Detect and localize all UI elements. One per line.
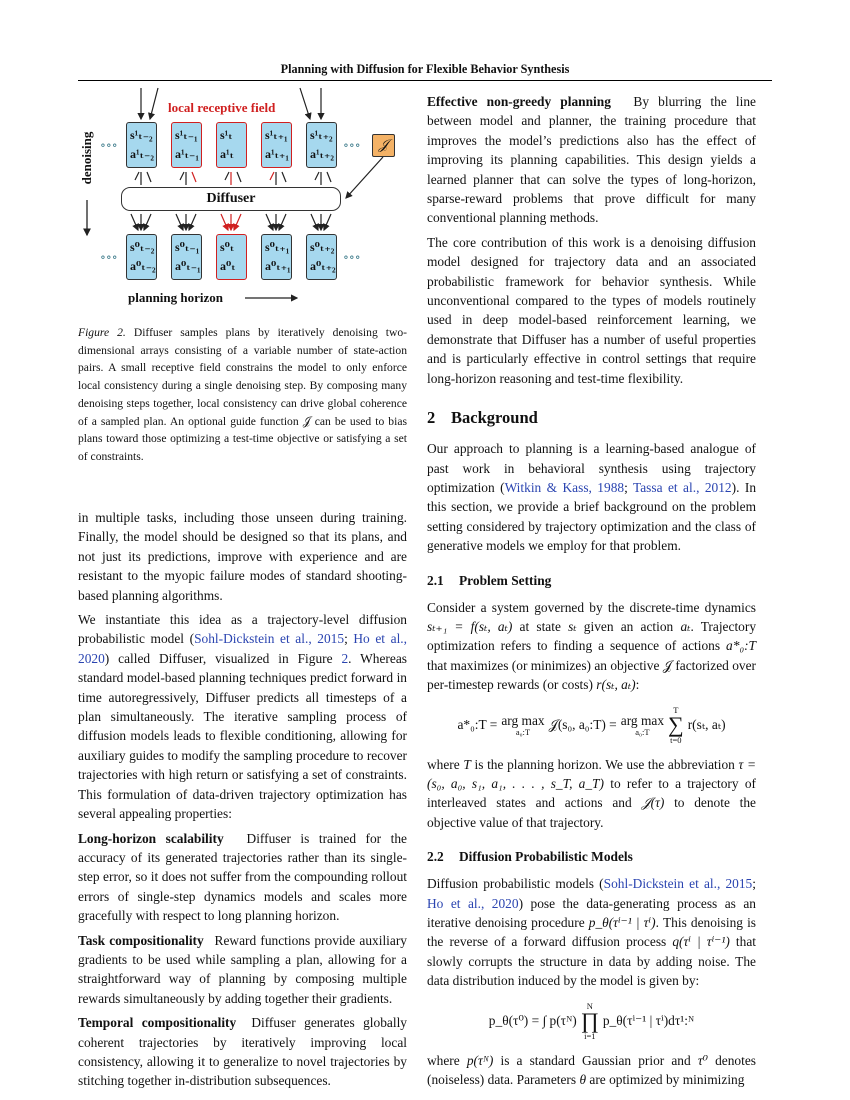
right-intro bbox=[427, 92, 756, 393]
state-label: s¹ₜ bbox=[220, 128, 233, 142]
action-label: a⁰ₜ₋₁ bbox=[175, 259, 201, 273]
dots-icon: ∘∘∘ bbox=[100, 138, 118, 152]
paragraph-text: We instantiate this idea as a trajectory-level diffusion probabilistic model ( bbox=[78, 612, 407, 647]
state-action-cell bbox=[171, 234, 202, 280]
paragraph-text: Reward functions provide auxiliary gradients to be used while sampling a plan, allowing for a straightforward way of planning by composing multiple rewards simultaneously by adding together their gradients. bbox=[78, 932, 408, 1006]
paragraph-text: ; bbox=[344, 631, 354, 647]
paragraph-text: that maximizes (or minimizes) an objective 𝒥 factorized over per-timestep rewards (or costs) bbox=[427, 657, 756, 693]
citation-link[interactable]: Witkin & Kass, 1988 bbox=[504, 479, 625, 495]
eq-prod-bottom: i=1 bbox=[584, 1031, 596, 1042]
dots-icon: ∘∘∘ bbox=[343, 138, 361, 152]
state-label: s¹ₜ₊₂ bbox=[310, 128, 333, 142]
paragraph-text: at state bbox=[512, 618, 569, 634]
paragraph-text: . Trajectory optimization refers to finding a sequence of actions bbox=[427, 618, 757, 654]
paragraph-text: Our approach to planning is a learning-based analogue of past work in behavioral synthesis using trajectory optimization ( bbox=[427, 441, 756, 495]
action-label: a⁰ₜ bbox=[220, 259, 236, 273]
paragraph bbox=[427, 92, 756, 228]
paragraph-text: : bbox=[635, 677, 640, 693]
section-2-heading bbox=[427, 407, 756, 429]
figure-2-diagram bbox=[0, 0, 420, 310]
state-action-cell bbox=[126, 122, 157, 168]
paragraph bbox=[427, 598, 756, 695]
state-label: s¹ₜ₊₁ bbox=[265, 128, 288, 142]
citation-link[interactable]: Sohl-Dickstein et al., 2015 bbox=[194, 631, 345, 647]
action-label: a¹ₜ bbox=[220, 147, 235, 161]
inline-math: aₜ bbox=[680, 618, 691, 634]
paragraph-text: ; bbox=[624, 479, 633, 495]
local-receptive-field-label: local receptive field bbox=[168, 100, 276, 115]
paragraph-text: is the planning horizon. We use the abbreviation bbox=[470, 756, 739, 772]
section-2-1-heading bbox=[427, 571, 756, 590]
inline-math: sₜ₊₁ = f(sₜ, aₜ) bbox=[427, 618, 513, 634]
state-label: s⁰ₜ bbox=[220, 240, 235, 254]
paragraph-text: in multiple tasks, including those unseen during training. Finally, the model should be designed so that its plans, and not just its predictions, improve with experience and are resistant to the myopic failure modes of standard shooting-based planning algorithms. bbox=[78, 510, 407, 603]
connection-arrow bbox=[131, 214, 138, 230]
planning-horizon-label: planning horizon bbox=[128, 290, 224, 305]
paragraph-lead: Temporal compositionality bbox=[78, 1015, 237, 1031]
state-label: s⁰ₜ₊₂ bbox=[310, 240, 335, 254]
connection-arrow bbox=[144, 214, 151, 230]
paragraph bbox=[78, 508, 407, 605]
paragraph bbox=[427, 755, 756, 833]
dots-icon: ∘∘∘ bbox=[100, 250, 118, 264]
inline-math: r(sₜ, aₜ) bbox=[596, 677, 636, 693]
connection-arrow bbox=[282, 172, 286, 182]
caption-text: Diffuser samples plans by iteratively denoising two-dimensional arrays consisting of a variable number of state-action pairs. A small receptive field constrains the model to only enforce local consistency during a single denoising step. By composing many denoising steps together, local consistency can drive global coherence of a sampled plan. An optional guide function 𝒥 can be used to bias plans toward those optimizing a test-time objective or satisfying a set of constraints. bbox=[78, 326, 408, 463]
citation-link[interactable]: Ho et al., 2020 bbox=[427, 895, 519, 911]
guide-function-box: 𝒥 bbox=[372, 134, 395, 157]
state-label: s¹ₜ₋₂ bbox=[130, 128, 153, 142]
eq-lhs: p_θ(τ⁰) = ∫ p(τᴺ) bbox=[488, 1013, 577, 1029]
eq-sum: ∑ bbox=[668, 712, 684, 738]
eq-lhs: a*₀:T = bbox=[457, 717, 498, 733]
eq-rhs: p_θ(τⁱ⁻¹ | τⁱ)dτ¹:ᴺ bbox=[602, 1013, 695, 1029]
paragraph-text: Diffuser generates globally coherent trajectories by iteratively improving local consistency, allowing it to generalize to novel trajectories by stitching together in-distribution subsequences. bbox=[78, 1015, 407, 1089]
paragraph-text: The core contribution of this work is a denoising diffusion model designed for trajectory data and an associated probabilistic framework for behavior synthesis. While unconventional compared to the types of models routinely used in deep model-based reinforcement learning, we demonstrate that Diffuser has a number of useful properties and is particularly effective in control settings that require long-horizon reasoning and test-time flexibility. bbox=[427, 234, 756, 386]
section-number: 2.2 bbox=[427, 849, 444, 865]
action-label: a⁰ₜ₋₂ bbox=[130, 259, 156, 273]
connection-arrow bbox=[327, 172, 331, 182]
citation-link[interactable]: Tassa et al., 2012 bbox=[633, 479, 732, 495]
connection-arrow bbox=[150, 88, 158, 119]
inline-math: p(τᴺ) bbox=[466, 1052, 494, 1068]
paragraph bbox=[427, 874, 756, 990]
eq-argmax: arg max bbox=[501, 713, 545, 729]
state-label: s⁰ₜ₋₂ bbox=[130, 240, 155, 254]
paragraph bbox=[427, 439, 756, 555]
paragraph-text: . This denoising is the reverse of a forward diffusion process bbox=[427, 915, 756, 950]
paragraph-text: . Whereas standard model-based planning techniques predict forward in time autoregressively, Diffuser predicts all timesteps of a plan simultaneously. The iterative sampling process of diffusion models leads to flexible conditioning, allowing for auxiliary guides to modify the sampling procedure to recover trajectories with high return or satisfying a set of constraints. This formulation of data-driven trajectory optimization has several appealing properties: bbox=[78, 650, 407, 822]
connection-arrow bbox=[192, 172, 196, 182]
paragraph-text: By blurring the line between model and planner, the training procedure that improves the model’s predictions also has the effect of improving its planning capabilities. This design yields a learned planner that can solve the types of long-horizon, sparse-reward problems that prove difficult for many conventional planning methods. bbox=[427, 94, 756, 226]
connection-arrow bbox=[324, 214, 331, 230]
action-label: a¹ₜ₋₁ bbox=[175, 147, 199, 161]
paragraph-text: to refer to a trajectory of interleaved states and actions and bbox=[427, 775, 756, 811]
state-action-cell bbox=[306, 234, 337, 280]
caption-label: Figure 2. bbox=[78, 326, 126, 339]
connection-arrow bbox=[221, 214, 228, 230]
connection-arrow bbox=[176, 214, 183, 230]
inline-math: θ bbox=[579, 1072, 587, 1088]
denoising-label: denoising bbox=[79, 131, 94, 185]
eq-rhs: r(sₜ, aₜ) bbox=[687, 717, 726, 733]
action-label: a¹ₜ₊₁ bbox=[265, 147, 289, 161]
section-2-2-heading bbox=[427, 847, 756, 866]
section-title: Problem Setting bbox=[459, 572, 552, 588]
connection-arrow bbox=[279, 214, 286, 230]
connection-arrow bbox=[180, 172, 184, 180]
connection-arrow bbox=[311, 214, 318, 230]
eq-prod-top: N bbox=[586, 1000, 593, 1011]
eq-mid: 𝒥(s₀, a₀:T) = bbox=[548, 717, 617, 733]
section-2-2-after bbox=[427, 1051, 756, 1095]
connection-arrow bbox=[225, 172, 229, 180]
connection-arrow bbox=[270, 172, 274, 180]
argmax-equation bbox=[427, 706, 756, 745]
eq-sum-top: T bbox=[673, 704, 679, 715]
paragraph-lead: Effective non-greedy planning bbox=[427, 94, 611, 109]
paragraph-text: Diffuser is trained for the accuracy of its generated trajectories rather than its single-step error, so it does not suffer from the compounding rollout errors of single-step dynamics models and scales more gracefully with respect to long planning horizon. bbox=[78, 830, 407, 924]
guide-arrow bbox=[346, 157, 383, 198]
citation-link[interactable]: Ho et al., 2020 bbox=[78, 631, 407, 666]
inline-math: 𝒥(τ) bbox=[641, 795, 665, 811]
eq-sum-bottom: t=0 bbox=[670, 735, 682, 746]
action-label: a¹ₜ₋₂ bbox=[130, 147, 154, 161]
paragraph-text: Consider a system governed by the discrete-time dynamics bbox=[427, 599, 756, 615]
paragraph bbox=[78, 1013, 407, 1091]
paragraph-text: are optimized by minimizing bbox=[586, 1072, 745, 1088]
paragraph bbox=[78, 931, 407, 1009]
citation-link[interactable]: 2 bbox=[341, 650, 349, 666]
paragraph-text: that slowly corrupts the structure in data by adding noise. The data distribution induced by the model is given by: bbox=[427, 934, 757, 989]
paragraph bbox=[78, 610, 407, 823]
diffusion-equation bbox=[427, 1002, 756, 1041]
paragraph-text: ) called Diffuser, visualized in Figure bbox=[104, 650, 342, 666]
diffuser-block: Diffuser bbox=[121, 187, 341, 211]
inline-math: τ⁰ bbox=[697, 1052, 708, 1068]
paragraph-text: ). In this section, we provide a brief background on the problem setting considered by trajectory optimization and the class of generative models we employ for that problem. bbox=[427, 479, 757, 554]
eq-under: a₀:T bbox=[635, 726, 650, 737]
connection-arrow bbox=[147, 172, 151, 182]
state-label: s¹ₜ₋₁ bbox=[175, 128, 198, 142]
state-action-cell bbox=[261, 122, 292, 168]
figure-caption bbox=[78, 324, 407, 466]
eq-under: a₀:T bbox=[515, 726, 531, 737]
paragraph-text: ; bbox=[752, 876, 756, 892]
inline-math: T bbox=[463, 756, 471, 772]
section-2-1-body bbox=[427, 598, 756, 700]
section-number: 2.1 bbox=[427, 572, 444, 588]
connection-arrow bbox=[300, 88, 310, 119]
action-label: a⁰ₜ₊₁ bbox=[265, 259, 291, 273]
eq-prod: ∏ bbox=[580, 1008, 599, 1034]
paragraph-text: Diffusion probabilistic models ( bbox=[427, 876, 604, 892]
state-action-cell bbox=[171, 122, 202, 168]
citation-link[interactable]: Sohl-Dickstein et al., 2015 bbox=[603, 876, 753, 892]
paragraph bbox=[427, 1051, 756, 1090]
inline-math: sₜ bbox=[568, 618, 577, 634]
action-label: a¹ₜ₊₂ bbox=[310, 147, 334, 161]
state-action-cell bbox=[216, 234, 247, 280]
paragraph-lead: Task compositionality bbox=[78, 932, 204, 948]
connection-arrow bbox=[237, 172, 241, 182]
state-action-cell bbox=[216, 122, 247, 168]
connection-arrow bbox=[189, 214, 196, 230]
inline-math: q(τⁱ | τⁱ⁻¹) bbox=[672, 934, 730, 950]
paragraph-text: where bbox=[427, 1052, 467, 1068]
inline-math: p_θ(τⁱ⁻¹ | τⁱ) bbox=[588, 915, 656, 930]
connection-arrow bbox=[135, 172, 139, 180]
state-action-cell bbox=[126, 234, 157, 280]
paragraph-lead: Long-horizon scalability bbox=[78, 830, 224, 846]
left-body bbox=[78, 508, 407, 1096]
paragraph-text: given an action bbox=[576, 618, 681, 634]
paragraph bbox=[427, 233, 756, 388]
action-label: a⁰ₜ₊₂ bbox=[310, 259, 336, 273]
state-label: s⁰ₜ₋₁ bbox=[175, 240, 200, 254]
state-action-cell bbox=[306, 122, 337, 168]
paragraph-text: is a standard Gaussian prior and bbox=[493, 1052, 698, 1068]
eq-argmax: arg max bbox=[620, 713, 665, 729]
state-label: s⁰ₜ₊₁ bbox=[265, 240, 290, 254]
connection-arrow bbox=[266, 214, 273, 230]
connection-arrow bbox=[315, 172, 319, 180]
right-column bbox=[427, 92, 756, 1094]
state-action-cell bbox=[261, 234, 292, 280]
section-title: Background bbox=[451, 408, 538, 428]
paragraph-text: ) pose the data-generating process as an iterative denoising procedure bbox=[427, 895, 756, 930]
dots-icon: ∘∘∘ bbox=[343, 250, 361, 264]
inline-math: a*₀:T bbox=[726, 638, 756, 654]
paragraph bbox=[78, 829, 407, 926]
section-2-body bbox=[427, 439, 756, 560]
section-title: Diffusion Probabilistic Models bbox=[459, 849, 633, 865]
paragraph-text: where bbox=[427, 756, 464, 772]
connection-arrow bbox=[234, 214, 241, 230]
section-2-2-body bbox=[427, 874, 756, 995]
section-number: 2 bbox=[427, 408, 436, 428]
inline-math: τ = (s₀, a₀, s₁, a₁, . . . , s_T, a_T) bbox=[427, 756, 756, 791]
paragraph-text: denotes (noiseless) data. Parameters bbox=[427, 1052, 756, 1088]
paragraph-text: to denote the objective value of that trajectory. bbox=[427, 795, 756, 830]
section-2-1-after bbox=[427, 755, 756, 838]
running-header: Planning with Diffusion for Flexible Behavior Synthesis bbox=[280, 62, 570, 76]
